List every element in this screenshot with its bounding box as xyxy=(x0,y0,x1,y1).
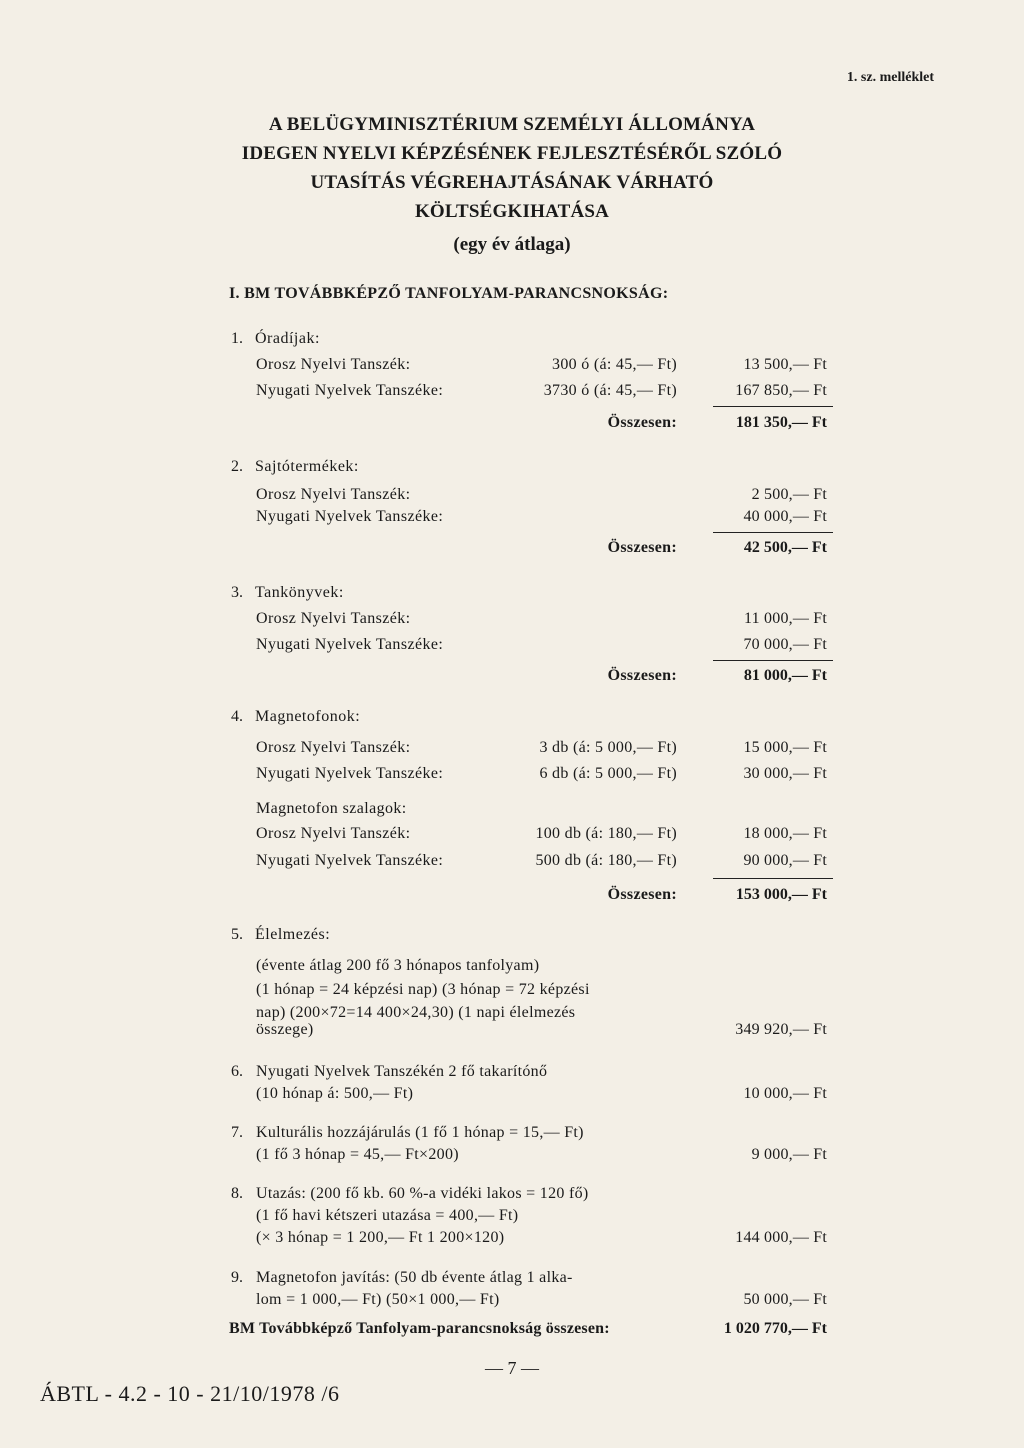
item-amount: 50 000,— Ft xyxy=(743,1291,827,1308)
item-text: Kulturális hozzájárulás (1 fő 1 hónap = 15,— Ft) xyxy=(256,1124,584,1141)
text-line xyxy=(0,1287,1024,1313)
cost-amount: 40 000,— Ft xyxy=(743,508,827,525)
grand-total-amount: 1 020 770,— Ft xyxy=(723,1320,827,1337)
item-text: (1 fő 3 hónap = 45,— Ft×200) xyxy=(256,1146,459,1163)
subtotal-line xyxy=(0,535,1024,561)
document-subtitle: (egy év átlaga) xyxy=(453,234,571,255)
cost-label: Nyugati Nyelvek Tanszéke: xyxy=(256,765,444,782)
item-number: 9. xyxy=(231,1269,243,1286)
item-number: 4. xyxy=(231,708,243,725)
item-title: Sajtótermékek: xyxy=(255,458,359,475)
cost-label: Orosz Nyelvi Tanszék: xyxy=(256,739,411,756)
cost-amount: 15 000,— Ft xyxy=(743,739,827,756)
cost-rate: 100 db (á: 180,— Ft) xyxy=(535,825,677,842)
cost-label: Orosz Nyelvi Tanszék: xyxy=(256,825,411,842)
cost-line xyxy=(0,632,1024,658)
sum-rule xyxy=(713,660,833,661)
title-line: KÖLTSÉGKIHATÁSA xyxy=(414,201,610,222)
item-heading xyxy=(0,922,1024,948)
item-text: összege) xyxy=(256,1021,314,1038)
cost-rate: 6 db (á: 5 000,— Ft) xyxy=(539,765,677,782)
subtotal-label: Összesen: xyxy=(607,539,677,556)
subtotal-line xyxy=(0,882,1024,908)
item-number: 3. xyxy=(231,584,243,601)
cost-line xyxy=(0,761,1024,787)
cost-label: Nyugati Nyelvek Tanszéke: xyxy=(256,636,444,653)
item-number: 5. xyxy=(231,926,243,943)
text-line xyxy=(0,1142,1024,1168)
cost-rate: 3 db (á: 5 000,— Ft) xyxy=(539,739,677,756)
cost-amount: 167 850,— Ft xyxy=(735,382,827,399)
item-text: Utazás: (200 fő kb. 60 %-a vidéki lakos = 120 fő) xyxy=(256,1185,589,1202)
cost-amount: 2 500,— Ft xyxy=(751,486,827,503)
cost-label: Nyugati Nyelvek Tanszéke: xyxy=(256,382,444,399)
subtotal-label: Összesen: xyxy=(607,667,677,684)
cost-amount: 13 500,— Ft xyxy=(743,356,827,373)
item-text: lom = 1 000,— Ft) (50×1 000,— Ft) xyxy=(256,1291,500,1308)
sum-rule xyxy=(713,406,833,407)
subtotal-line xyxy=(0,410,1024,436)
subtotal-label: Összesen: xyxy=(607,414,677,431)
subtotal-amount: 42 500,— Ft xyxy=(743,539,827,556)
subsection-heading xyxy=(0,796,1024,822)
item-text: Nyugati Nyelvek Tanszékén 2 fő takarítónő xyxy=(256,1063,548,1080)
text-line xyxy=(0,1017,1024,1043)
grand-total-label: BM Továbbképző Tanfolyam-parancsnokság összesen: xyxy=(229,1320,610,1337)
item-text: (1 hónap = 24 képzési nap) (3 hónap = 72 képzési xyxy=(256,981,590,998)
item-text: nap) (200×72=14 400×24,30) (1 napi élelmezés xyxy=(256,1004,576,1021)
cost-label: Orosz Nyelvi Tanszék: xyxy=(256,610,411,627)
title-line: IDEGEN NYELVI KÉPZÉSÉNEK FEJLESZTÉSÉRŐL SZÓLÓ xyxy=(241,143,783,164)
item-text: (× 3 hónap = 1 200,— Ft 1 200×120) xyxy=(256,1229,505,1246)
cost-label: Orosz Nyelvi Tanszék: xyxy=(256,486,411,503)
item-heading xyxy=(0,326,1024,352)
cost-label: Nyugati Nyelvek Tanszéke: xyxy=(256,508,444,525)
item-title: Tankönyvek: xyxy=(255,584,344,601)
cost-rate: 3730 ó (á: 45,— Ft) xyxy=(543,382,677,399)
item-title: Óradíjak: xyxy=(255,330,320,347)
cost-amount: 90 000,— Ft xyxy=(743,852,827,869)
cost-label: Nyugati Nyelvek Tanszéke: xyxy=(256,852,444,869)
cost-line xyxy=(0,848,1024,874)
item-amount: 9 000,— Ft xyxy=(751,1146,827,1163)
item-amount: 349 920,— Ft xyxy=(735,1021,827,1038)
cost-line xyxy=(0,735,1024,761)
sum-rule xyxy=(713,878,833,879)
item-heading xyxy=(0,454,1024,480)
subtotal-amount: 153 000,— Ft xyxy=(735,886,827,903)
cost-rate: 500 db (á: 180,— Ft) xyxy=(535,852,677,869)
item-heading xyxy=(0,580,1024,606)
page-number: — 7 — xyxy=(485,1358,539,1378)
item-title: Élelmezés: xyxy=(255,926,331,943)
subtotal-line xyxy=(0,663,1024,689)
cost-amount: 30 000,— Ft xyxy=(743,765,827,782)
text-line xyxy=(0,953,1024,979)
cost-line xyxy=(0,821,1024,847)
subtotal-amount: 181 350,— Ft xyxy=(735,414,827,431)
subtotal-amount: 81 000,— Ft xyxy=(743,667,827,684)
item-title: Magnetofonok: xyxy=(255,708,361,725)
cost-line xyxy=(0,606,1024,632)
item-number: 6. xyxy=(231,1063,243,1080)
archive-reference: ÁBTL - 4.2 - 10 - 21/10/1978 /6 xyxy=(40,1381,340,1406)
annex-label: 1. sz. melléklet xyxy=(846,70,934,85)
item-amount: 144 000,— Ft xyxy=(735,1229,827,1246)
item-number: 7. xyxy=(231,1124,243,1141)
text-line xyxy=(0,1225,1024,1251)
item-heading xyxy=(0,704,1024,730)
grand-total-line xyxy=(0,1316,1024,1342)
item-text: (1 fő havi kétszeri utazása = 400,— Ft) xyxy=(256,1207,519,1224)
section-heading: I. BM TOVÁBBKÉPZŐ TANFOLYAM-PARANCSNOKSÁG: xyxy=(229,285,669,302)
item-text: (évente átlag 200 fő 3 hónapos tanfolyam) xyxy=(256,957,540,974)
cost-amount: 18 000,— Ft xyxy=(743,825,827,842)
item-amount: 10 000,— Ft xyxy=(743,1085,827,1102)
item-number: 1. xyxy=(231,330,243,347)
cost-line xyxy=(0,504,1024,530)
sum-rule xyxy=(713,532,833,533)
item-number: 8. xyxy=(231,1185,243,1202)
title-line: A BELÜGYMINISZTÉRIUM SZEMÉLYI ÁLLOMÁNYA xyxy=(268,114,756,135)
item-text: (10 hónap á: 500,— Ft) xyxy=(256,1085,414,1102)
cost-line xyxy=(0,378,1024,404)
cost-amount: 70 000,— Ft xyxy=(743,636,827,653)
cost-line xyxy=(0,352,1024,378)
item-text: Magnetofon javítás: (50 db évente átlag 1 alka- xyxy=(256,1269,573,1286)
cost-rate: 300 ó (á: 45,— Ft) xyxy=(552,356,677,373)
title-line: UTASÍTÁS VÉGREHAJTÁSÁNAK VÁRHATÓ xyxy=(310,172,714,193)
subtotal-label: Összesen: xyxy=(607,886,677,903)
text-line xyxy=(0,1081,1024,1107)
item-number: 2. xyxy=(231,458,243,475)
cost-label: Orosz Nyelvi Tanszék: xyxy=(256,356,411,373)
cost-amount: 11 000,— Ft xyxy=(744,610,827,627)
document-title xyxy=(0,110,1024,256)
subsection-title: Magnetofon szalagok: xyxy=(256,800,407,817)
